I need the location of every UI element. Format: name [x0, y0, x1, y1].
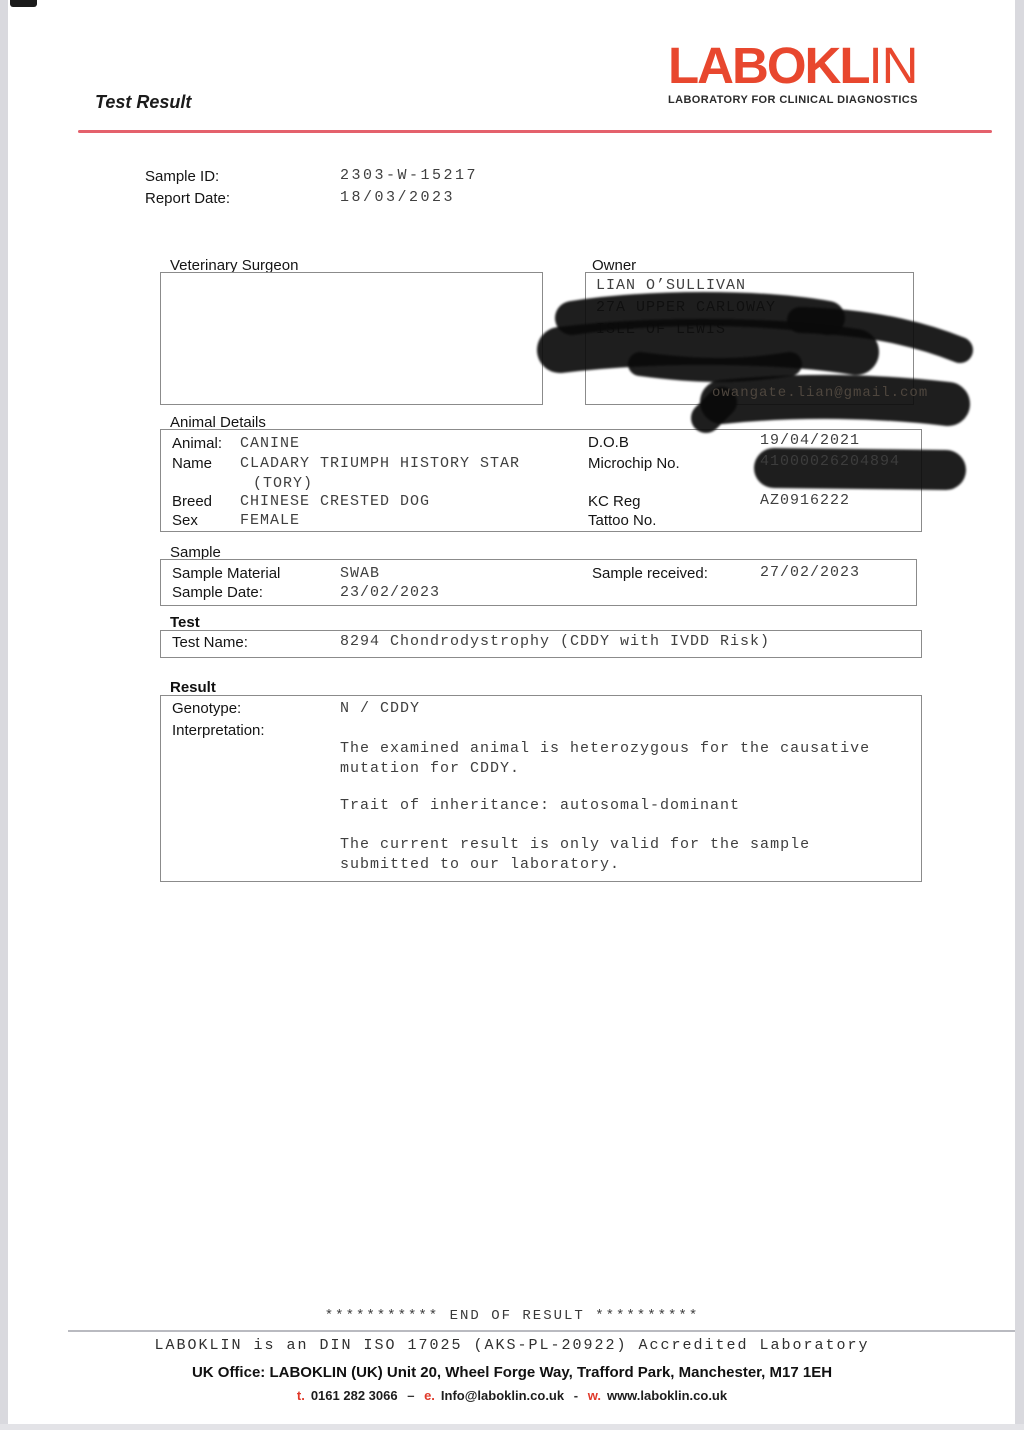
result-box [160, 695, 922, 882]
scan-edge-bottom [0, 1424, 1024, 1430]
sample-received-label: Sample received: [592, 565, 708, 582]
report-date-value: 18/03/2023 [340, 189, 456, 206]
uk-office-line: UK Office: LABOKLIN (UK) Unit 20, Wheel Forge Way, Trafford Park, Manchester, M17 1EH [191, 1364, 833, 1381]
breed-value: CHINESE CRESTED DOG [240, 493, 431, 510]
owner-name: LIAN O’SULLIVAN [596, 277, 747, 294]
accreditation-line: LABOKLIN is an DIN ISO 17025 (AKS-PL-20922) Accredited Laboratory [154, 1337, 870, 1354]
test-name-value: 8294 Chondrodystrophy (CDDY with IVDD Risk) [340, 633, 771, 650]
name-label: Name [172, 455, 213, 472]
report-date-label: Report Date: [145, 190, 231, 207]
sex-label: Sex [172, 512, 198, 529]
owner-heading: Owner [592, 257, 637, 274]
animal-value: CANINE [240, 435, 301, 452]
header-divider-rule [78, 130, 992, 133]
end-of-result-line: *********** END OF RESULT ********** [324, 1308, 700, 1324]
animal-details-heading: Animal Details [170, 414, 266, 431]
website-url: www.laboklin.co.uk [606, 1388, 728, 1403]
sample-id-label: Sample ID: [145, 168, 220, 185]
dob-value: 19/04/2021 [760, 432, 861, 449]
contact-line [0, 1388, 1024, 1403]
dob-label: D.O.B [588, 434, 629, 451]
owner-address-line1: 27A UPPER CARLOWAY [596, 299, 777, 316]
sample-date-label: Sample Date: [172, 584, 263, 601]
phone-prefix: t. [296, 1388, 305, 1403]
email-address: Info@laboklin.co.uk [440, 1388, 565, 1403]
interpretation-para3-line1: The current result is only valid for the sample [340, 836, 811, 853]
kc-reg-value: AZ0916222 [760, 492, 851, 509]
page-title: Test Result [95, 92, 192, 112]
footer-divider-rule [68, 1330, 1015, 1332]
web-prefix: w. [587, 1388, 601, 1403]
name-value: CLADARY TRIUMPH HISTORY STAR [240, 455, 521, 472]
breed-label: Breed [172, 493, 213, 510]
microchip-value: 41000026204894 [760, 453, 901, 470]
interpretation-para1-line1: The examined animal is heterozygous for the causative [340, 740, 871, 757]
logo-tagline: LABORATORY FOR CLINICAL DIAGNOSTICS [668, 94, 918, 106]
sample-date-value: 23/02/2023 [340, 584, 441, 601]
genotype-label: Genotype: [172, 700, 242, 717]
sample-material-label: Sample Material [172, 565, 281, 582]
laboklin-logo [668, 37, 968, 106]
animal-label: Animal: [172, 435, 223, 452]
tattoo-label: Tattoo No. [588, 512, 657, 529]
scan-edge-right [1015, 0, 1024, 1430]
scan-edge-left [0, 0, 8, 1430]
owner-email: owangate.lian@gmail.com [712, 385, 929, 401]
interpretation-para1-line2: mutation for CDDY. [340, 760, 521, 777]
sample-id-value: 2303-W-15217 [340, 167, 479, 184]
vet-surgeon-heading: Veterinary Surgeon [170, 257, 299, 274]
logo-text-light: IN [868, 37, 918, 94]
kc-reg-label: KC Reg [588, 493, 641, 510]
owner-address-line2: ISLE OF LEWIS [596, 321, 727, 338]
logo-text-bold: LABOKL [668, 37, 869, 94]
sample-material-value: SWAB [340, 565, 381, 582]
sex-value: FEMALE [240, 512, 301, 529]
sample-heading: Sample [170, 544, 221, 561]
sample-received-value: 27/02/2023 [760, 564, 861, 581]
genotype-value: N / CDDY [340, 700, 421, 717]
contact-separator-1: – [407, 1388, 415, 1403]
email-prefix: e. [424, 1388, 435, 1403]
interpretation-para3-line2: submitted to our laboratory. [340, 856, 621, 873]
phone-number: 0161 282 3066 [310, 1388, 398, 1403]
name-value-alias: (TORY) [253, 475, 314, 492]
contact-separator-2: - [573, 1388, 579, 1403]
interpretation-para2: Trait of inheritance: autosomal-dominant [340, 797, 741, 814]
test-heading: Test [170, 614, 200, 631]
microchip-label: Microchip No. [588, 455, 680, 472]
interpretation-label: Interpretation: [172, 722, 265, 739]
vet-surgeon-box [160, 272, 543, 405]
test-name-label: Test Name: [172, 634, 248, 651]
scan-artifact-mark [10, 0, 37, 7]
result-heading: Result [170, 679, 216, 696]
